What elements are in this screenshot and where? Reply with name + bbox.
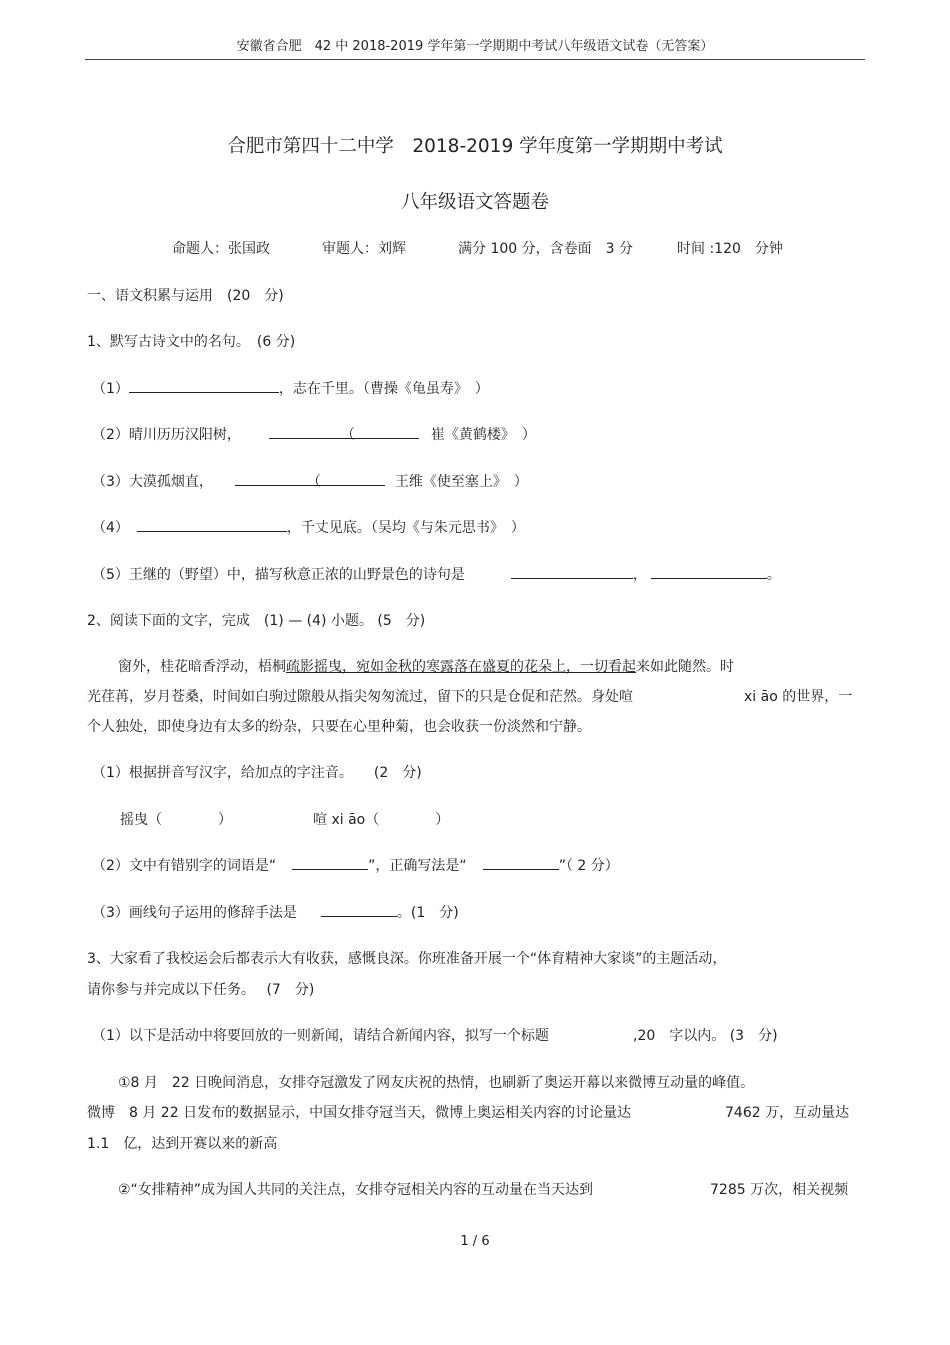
news-2-line-1-end: 7285 万次，相关视频 <box>710 1182 849 1198</box>
news-1-line-3: 1.1 亿，达到开赛以来的新高 <box>87 1136 278 1152</box>
passage-line-3: 个人独处，即使身边有太多的纷杂，只要在心里种菊，也会收获一份淡然和宁静。 <box>87 719 591 735</box>
answer-blank[interactable] <box>292 855 368 870</box>
news-2-line-1: ②“女排精神”成为国人共同的关注点，女排夺冠相关内容的互动量在当天达到 <box>118 1182 594 1198</box>
answer-blank[interactable] <box>269 424 419 443</box>
question-1-heading: 1、默写古诗文中的名句。 (6 分) <box>87 334 296 350</box>
q2-sub-3-text: （3）画线句子运用的修辞手法是 <box>92 905 297 921</box>
q1-item-4 <box>92 517 525 537</box>
answer-blank[interactable] <box>129 378 279 393</box>
news-1-line-1: ①8 月 22 日晚间消息，女排夺冠激发了网友庆祝的热情，也刷新了奥运开幕以来微博互动量的峰值。 <box>118 1075 755 1091</box>
underlined-sentence: 疏影摇曳，宛如金秋的寒露落在盛夏的花朵上，一切看起 <box>286 659 636 675</box>
news-1-line-2: 微博 8 月 22 日发布的数据显示，中国女排夺冠当天，微博上奥运相关内容的讨论量达 <box>87 1105 632 1121</box>
passage-pinyin: xi āo 的世界，一 <box>744 689 853 705</box>
news-1-line-2-end: 7462 万，互动量达 <box>725 1105 850 1121</box>
paren-mark: （ <box>340 427 355 443</box>
answer-blank[interactable] <box>235 471 385 490</box>
item-text: ，志在千里。（曹操《龟虽寿》 ） <box>278 381 489 397</box>
sub-title: 八年级语文答题卷 <box>400 192 549 213</box>
item-text: 王维《使至塞上》 ） <box>394 474 528 490</box>
section-heading: 一、语文积累与运用 (20 分) <box>87 288 284 304</box>
answer-blank[interactable] <box>651 564 767 579</box>
q2-sub-1-a: 摇曳（ ） <box>120 812 232 828</box>
q2-sub-3-text: 。(1 分) <box>396 905 459 921</box>
q1-item-2 <box>92 424 536 444</box>
passage-line-1 <box>118 656 734 676</box>
item-number: （2）晴川历历汉阳树， <box>92 427 241 443</box>
q1-item-1 <box>92 378 489 398</box>
item-number: （5）王继的（野望）中，描写秋意正浓的山野景色的诗句是 <box>92 567 465 583</box>
q3-sub-1: （1）以下是活动中将要回放的一则新闻，请结合新闻内容，拟写一个标题 <box>92 1028 549 1044</box>
question-3-line-2: 请你参与并完成以下任务。 (7 分) <box>87 982 315 998</box>
question-2-heading: 2、阅读下面的文字，完成 (1) — (4) 小题。 (5 分) <box>87 613 426 629</box>
q3-sub-1-limit: ,20 字以内。 (3 分) <box>633 1028 778 1044</box>
item-text: ，千丈见底。（吴均《与朱元思书》 ） <box>286 520 525 536</box>
q2-sub-2-text: （2）文中有错别字的词语是“ <box>92 858 277 874</box>
score-info: 满分 100 分，含卷面 3 分 <box>458 241 633 257</box>
item-separator: ， <box>632 567 647 583</box>
time-info: 时间 :120 分钟 <box>677 241 783 257</box>
q1-item-5 <box>92 564 781 584</box>
header-divider <box>85 59 865 60</box>
answer-blank[interactable] <box>137 517 287 532</box>
main-title: 合肥市第四十二中学 2018-2019 学年度第一学期期中考试 <box>227 136 723 157</box>
passage-line-2: 光荏苒，岁月苍桑，时间如白驹过隙般从指尖匆匆流过，留下的只是仓促和茫然。身处喧 <box>87 689 633 705</box>
item-number: （3）大漠孤烟直， <box>92 474 213 490</box>
item-text: 崔《黄鹤楼》 ） <box>430 427 536 443</box>
item-number: （4） <box>92 520 129 536</box>
page-number: 1 / 6 <box>460 1234 490 1249</box>
q2-sub-2 <box>92 855 619 875</box>
answer-blank[interactable] <box>483 855 559 870</box>
q2-sub-2-text: ”，正确写法是“ <box>368 858 467 874</box>
item-end: 。 <box>766 567 781 583</box>
passage-text: 窗外，桂花暗香浮动，梧桐 <box>118 659 286 675</box>
q2-sub-1: （1）根据拼音写汉字，给加点的字注音。 (2 分) <box>92 765 422 781</box>
answer-blank[interactable] <box>321 902 397 917</box>
proposer-info: 命题人：张国政 <box>172 241 270 257</box>
paren-mark: （ <box>306 474 321 490</box>
question-3-line-1: 3、大家看了我校运会后都表示大有收获，感慨良深。你班准备开展一个“体育精神大家谈”的主题活动， <box>87 951 727 967</box>
item-number: （1） <box>92 381 129 397</box>
q2-sub-3 <box>92 902 459 922</box>
q2-sub-1-b: 喧 xi āo（ ） <box>313 812 450 828</box>
q2-sub-2-text: ”（ 2 分） <box>558 858 619 874</box>
q1-item-3 <box>92 471 528 491</box>
passage-text: 来如此随然。时 <box>636 659 734 675</box>
document-header: 安徽省合肥 42 中 2018-2019 学年第一学期期中考试八年级语文试卷（无答案） <box>236 39 714 54</box>
reviewer-info: 审题人：刘辉 <box>322 241 406 257</box>
answer-blank[interactable] <box>511 564 633 579</box>
